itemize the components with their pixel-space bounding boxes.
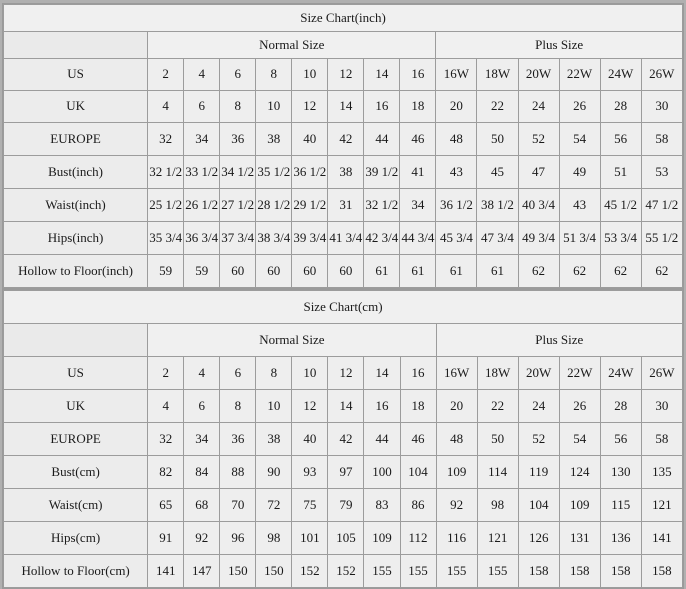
cell: 14 [328,91,364,123]
cell: 44 [364,123,400,156]
table-row [4,59,683,91]
cell: 59 [184,255,220,288]
cell: 26 1/2 [184,189,220,222]
cell: 38 [328,156,364,189]
cell: 36 3/4 [184,222,220,255]
cell: 39 3/4 [292,222,328,255]
group-header-normal-size: Normal Size [148,32,436,59]
cell: 158 [518,555,559,588]
cell: 60 [328,255,364,288]
table-row [4,390,683,423]
group-header-normal-size: Normal Size [148,324,436,357]
cell: 16 [400,59,436,91]
row-label-hollow-to-floor: Hollow to Floor(inch) [4,255,148,288]
cell: 25 1/2 [148,189,184,222]
cell: 42 3/4 [364,222,400,255]
cell: 86 [400,489,436,522]
size-chart-inch-table [3,4,683,288]
cell: 22 [477,91,518,123]
table-row [4,489,683,522]
cell: 2 [148,357,184,390]
cell: 58 [641,123,682,156]
cell: 24 [518,390,559,423]
cell: 50 [477,123,518,156]
cell: 119 [518,456,559,489]
row-label-europe: EUROPE [4,423,148,456]
cell: 114 [477,456,518,489]
cell: 29 1/2 [292,189,328,222]
cell: 116 [436,522,477,555]
cell: 54 [559,123,600,156]
cell: 62 [600,255,641,288]
cell: 36 1/2 [292,156,328,189]
cell: 37 3/4 [220,222,256,255]
table-title-row [4,5,683,32]
cell: 75 [292,489,328,522]
cell: 53 [641,156,682,189]
cell: 112 [400,522,436,555]
cell: 38 1/2 [477,189,518,222]
cell: 131 [559,522,600,555]
cell: 42 [328,423,364,456]
cell: 93 [292,456,328,489]
cell: 22W [559,59,600,91]
cell: 12 [292,91,328,123]
table-row [4,156,683,189]
cell: 32 [148,423,184,456]
cell: 16 [400,357,436,390]
cell: 34 1/2 [220,156,256,189]
cell: 65 [148,489,184,522]
cell: 6 [184,390,220,423]
cell: 44 [364,423,400,456]
cell: 34 [400,189,436,222]
row-label-waist: Waist(cm) [4,489,148,522]
size-chart-inch-block [2,3,684,289]
cell: 4 [184,357,220,390]
cell: 155 [400,555,436,588]
cell: 6 [220,357,256,390]
group-header-plus-size: Plus Size [436,324,682,357]
cell: 4 [148,91,184,123]
cell: 20W [518,357,559,390]
cell: 104 [400,456,436,489]
cell: 61 [477,255,518,288]
cell: 84 [184,456,220,489]
cell: 4 [184,59,220,91]
cell: 68 [184,489,220,522]
cell: 43 [559,189,600,222]
cell: 46 [400,423,436,456]
cell: 130 [600,456,641,489]
cell: 60 [220,255,256,288]
cell: 121 [641,489,682,522]
table-row [4,91,683,123]
cell: 12 [328,357,364,390]
cell: 135 [641,456,682,489]
cell: 150 [220,555,256,588]
cell: 34 [184,123,220,156]
table-row [4,189,683,222]
cell: 60 [292,255,328,288]
row-label-us: US [4,357,148,390]
cell: 47 [518,156,559,189]
cell: 34 [184,423,220,456]
cell: 152 [328,555,364,588]
cell: 28 [600,91,641,123]
cell: 38 [256,423,292,456]
cell: 26W [641,59,682,91]
cell: 82 [148,456,184,489]
cell: 14 [364,59,400,91]
table-row [4,456,683,489]
row-label-europe: EUROPE [4,123,148,156]
cell: 32 1/2 [148,156,184,189]
cell: 18W [477,59,518,91]
cell: 16 [364,91,400,123]
cell: 20W [518,59,559,91]
cell: 22W [559,357,600,390]
cell: 30 [641,91,682,123]
cell: 158 [600,555,641,588]
cell: 32 [148,123,184,156]
cell: 24W [600,357,641,390]
cell: 45 [477,156,518,189]
cell: 61 [400,255,436,288]
row-label-bust: Bust(inch) [4,156,148,189]
cell: 59 [148,255,184,288]
cell: 52 [518,423,559,456]
cell: 24W [600,59,641,91]
cell: 101 [292,522,328,555]
cell: 58 [641,423,682,456]
group-header-plus-size: Plus Size [436,32,683,59]
cell: 33 1/2 [184,156,220,189]
cell: 6 [184,91,220,123]
cell: 10 [292,357,328,390]
cell: 26W [641,357,682,390]
cell: 36 1/2 [436,189,477,222]
cell: 27 1/2 [220,189,256,222]
cell: 36 [220,123,256,156]
cell: 52 [518,123,559,156]
cell: 48 [436,423,477,456]
table-title-row [4,291,683,324]
cell: 8 [220,390,256,423]
cell: 61 [364,255,400,288]
cell: 62 [518,255,559,288]
cell: 91 [148,522,184,555]
row-label-uk: UK [4,91,148,123]
group-header-corner [4,324,148,357]
cell: 158 [641,555,682,588]
cell: 41 [400,156,436,189]
group-header-row [4,324,683,357]
cell: 126 [518,522,559,555]
cell: 26 [559,390,600,423]
table-row [4,222,683,255]
cell: 105 [328,522,364,555]
table-row [4,423,683,456]
cell: 53 3/4 [600,222,641,255]
cell: 49 [559,156,600,189]
cell: 20 [436,91,477,123]
cell: 54 [559,423,600,456]
cell: 10 [256,390,292,423]
cell: 28 [600,390,641,423]
cell: 155 [364,555,400,588]
cell: 44 3/4 [400,222,436,255]
cell: 100 [364,456,400,489]
cell: 16W [436,59,477,91]
cell: 88 [220,456,256,489]
cell: 45 3/4 [436,222,477,255]
cell: 109 [436,456,477,489]
table-row [4,555,683,588]
row-label-hips: Hips(cm) [4,522,148,555]
row-label-hollow-to-floor: Hollow to Floor(cm) [4,555,148,588]
cell: 41 3/4 [328,222,364,255]
cell: 18 [400,390,436,423]
cell: 35 3/4 [148,222,184,255]
cell: 50 [477,423,518,456]
cell: 40 [292,123,328,156]
cell: 31 [328,189,364,222]
size-chart-cm-table [3,290,683,588]
cell: 55 1/2 [641,222,682,255]
cell: 141 [641,522,682,555]
row-label-us: US [4,59,148,91]
cell: 51 3/4 [559,222,600,255]
cell: 20 [436,390,477,423]
table-row [4,357,683,390]
cell: 61 [436,255,477,288]
cell: 16W [436,357,477,390]
cell: 62 [641,255,682,288]
cell: 62 [559,255,600,288]
cell: 40 [292,423,328,456]
cell: 39 1/2 [364,156,400,189]
cell: 92 [436,489,477,522]
cell: 10 [256,91,292,123]
chart-title: Size Chart(inch) [4,5,683,32]
cell: 38 [256,123,292,156]
cell: 109 [364,522,400,555]
cell: 49 3/4 [518,222,559,255]
cell: 104 [518,489,559,522]
cell: 60 [256,255,292,288]
cell: 48 [436,123,477,156]
row-label-uk: UK [4,390,148,423]
cell: 40 3/4 [518,189,559,222]
cell: 155 [436,555,477,588]
cell: 136 [600,522,641,555]
cell: 121 [477,522,518,555]
cell: 4 [148,390,184,423]
cell: 18 [400,91,436,123]
cell: 115 [600,489,641,522]
chart-title: Size Chart(cm) [4,291,683,324]
cell: 124 [559,456,600,489]
cell: 152 [292,555,328,588]
cell: 90 [256,456,292,489]
cell: 56 [600,423,641,456]
cell: 141 [148,555,184,588]
table-row [4,123,683,156]
cell: 43 [436,156,477,189]
row-label-waist: Waist(inch) [4,189,148,222]
cell: 147 [184,555,220,588]
cell: 8 [256,357,292,390]
cell: 2 [148,59,184,91]
cell: 97 [328,456,364,489]
table-row [4,255,683,288]
cell: 22 [477,390,518,423]
cell: 28 1/2 [256,189,292,222]
cell: 150 [256,555,292,588]
size-chart-cm-block [2,289,684,589]
table-row [4,522,683,555]
cell: 6 [220,59,256,91]
row-label-hips: Hips(inch) [4,222,148,255]
cell: 158 [559,555,600,588]
cell: 12 [292,390,328,423]
cell: 36 [220,423,256,456]
cell: 42 [328,123,364,156]
cell: 51 [600,156,641,189]
cell: 38 3/4 [256,222,292,255]
cell: 47 1/2 [641,189,682,222]
cell: 79 [328,489,364,522]
cell: 24 [518,91,559,123]
cell: 8 [256,59,292,91]
cell: 56 [600,123,641,156]
cell: 14 [328,390,364,423]
cell: 46 [400,123,436,156]
cell: 30 [641,390,682,423]
cell: 12 [328,59,364,91]
cell: 96 [220,522,256,555]
cell: 109 [559,489,600,522]
cell: 35 1/2 [256,156,292,189]
cell: 155 [477,555,518,588]
cell: 70 [220,489,256,522]
cell: 98 [256,522,292,555]
cell: 98 [477,489,518,522]
cell: 8 [220,91,256,123]
cell: 14 [364,357,400,390]
cell: 32 1/2 [364,189,400,222]
row-label-bust: Bust(cm) [4,456,148,489]
cell: 83 [364,489,400,522]
cell: 18W [477,357,518,390]
cell: 47 3/4 [477,222,518,255]
cell: 92 [184,522,220,555]
cell: 72 [256,489,292,522]
cell: 10 [292,59,328,91]
group-header-corner [4,32,148,59]
cell: 26 [559,91,600,123]
cell: 16 [364,390,400,423]
group-header-row [4,32,683,59]
cell: 45 1/2 [600,189,641,222]
